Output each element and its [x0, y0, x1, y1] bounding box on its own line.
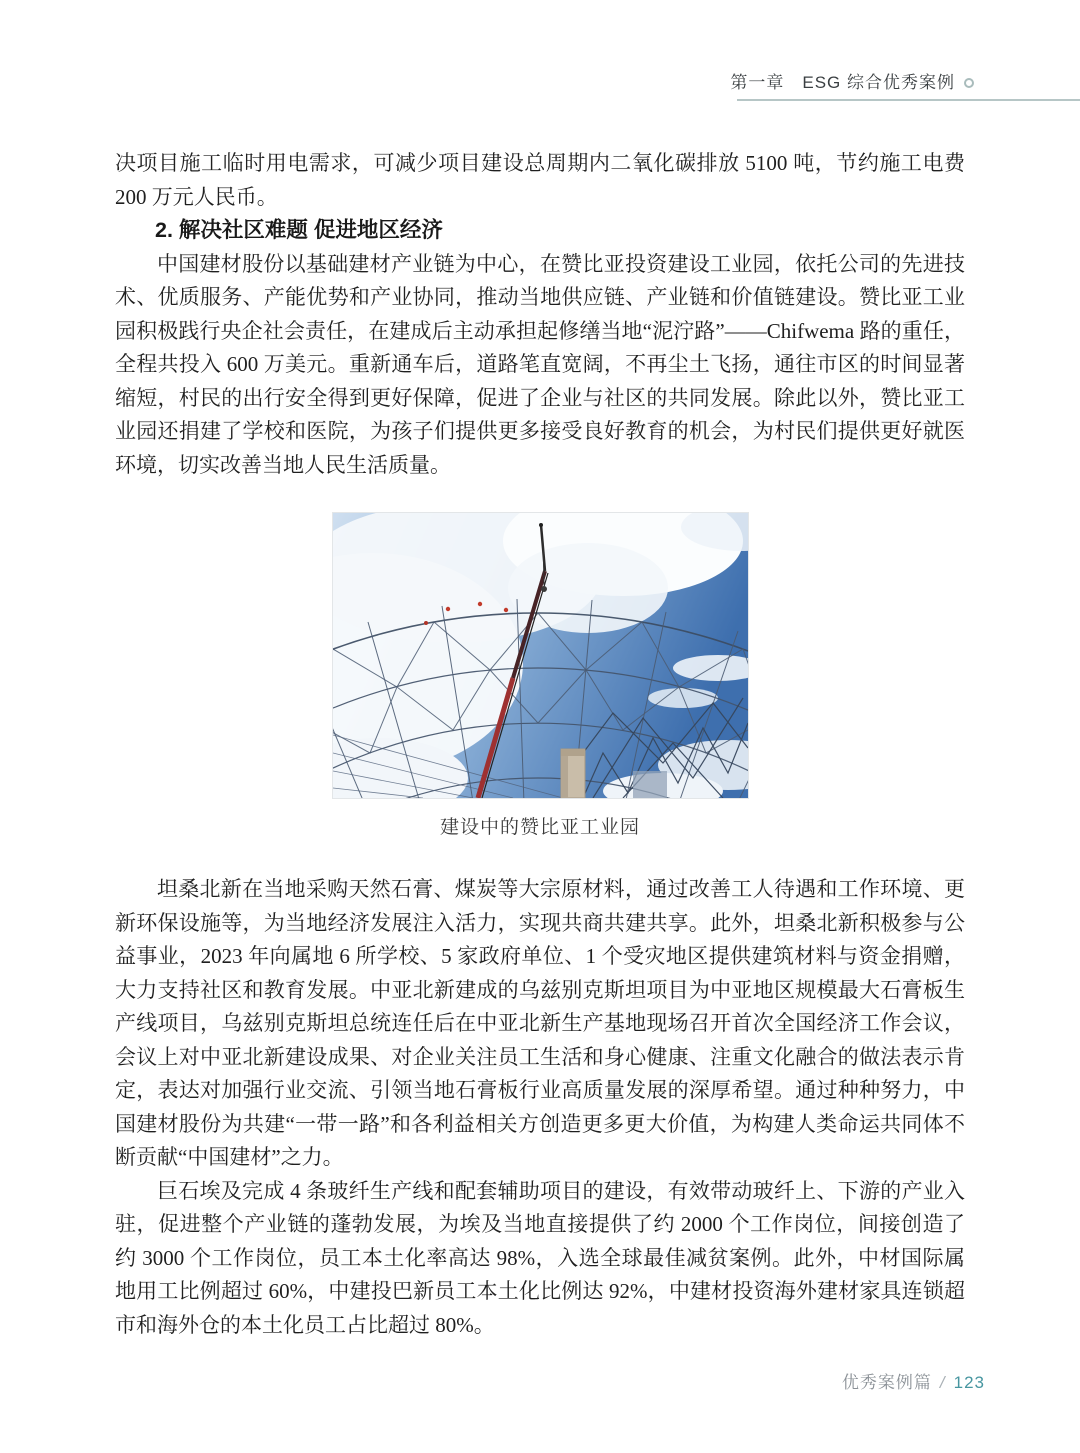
page-content: [115, 147, 965, 1342]
paragraph-continuation: 决项目施工临时用电需求，可减少项目建设总周期内二氧化碳排放 5100 吨，节约施工电费 200 万元人民币。: [115, 151, 965, 209]
chapter-header: [0, 72, 1080, 94]
page-header: [0, 0, 1080, 101]
construction-photo-graphic: [333, 513, 748, 798]
chapter-title: ESG 综合优秀案例: [802, 73, 955, 92]
ring-icon: [964, 78, 974, 88]
header-rule: [737, 99, 1080, 101]
footer-section-label: 优秀案例篇: [841, 1373, 932, 1392]
figure: [115, 512, 965, 839]
paragraph-jushi: 巨石埃及完成 4 条玻纤生产线和配套辅助项目的建设，有效带动玻纤上、下游的产业入驻，促进整个产业链的蓬勃发展，为埃及当地直接提供了约 2000 个工作岗位，间接创造了约 3000 个工作岗位，员工本土化率高达 98%，入选全球最佳减贫案例。此外，中材国际属地用工比例超过 60%，中建投巴新员工本土化比例达 92%，中建材投资海外建材家具连锁超市和海外仓的本土化员工占比超过 80%。: [115, 1178, 965, 1337]
figure-caption: 建设中的赞比亚工业园: [439, 817, 640, 838]
section-heading: 2. 解决社区难题 促进地区经济: [155, 218, 443, 242]
industrial-park-photo: [332, 512, 749, 799]
page-footer: [842, 1368, 985, 1393]
paragraph-zambia: 中国建材股份以基础建材产业链为中心，在赞比亚投资建设工业园，依托公司的先进技术、优质服务、产能优势和产业协同，推动当地供应链、产业链和价值链建设。赞比亚工业园积极践行央企社会责任，在建成后主动承担起修缮当地“泥泞路”——Chifwema 路的重任，全程共投入 600 万美元。重新通车后，道路笔直宽阔，不再尘土飞扬，通往市区的时间显著缩短，村民的出行安全得到更好保障，促进了企业与社区的共同发展。除此以外，赞比亚工业园还捐建了学校和医院，为孩子们提供更多接受良好教育的机会，为村民们提供更好就医环境，切实改善当地人民生活质量。: [115, 251, 965, 477]
paragraph-tanzania: 坦桑北新在当地采购天然石膏、煤炭等大宗原材料，通过改善工人待遇和工作环境、更新环保设施等，为当地经济发展注入活力，实现共商共建共享。此外，坦桑北新积极参与公益事业，2023 年向属地 6 所学校、5 家政府单位、1 个受灾地区提供建筑材料与资金捐赠，大力支持社区和教育发展。中亚北新建成的乌兹别克斯坦项目为中亚地区规模最大石膏板生产线项目，乌兹别克斯坦总统连任后在中亚北新生产基地现场召开首次全国经济工作会议，会议上对中亚北新建设成果、对企业关注员工生活和身心健康、注重文化融合的做法表示肯定，表达对加强行业交流、引领当地石膏板行业高质量发展的深厚希望。通过种种努力，中国建材股份为共建“一带一路”和各利益相关方创造更多更大价值，为构建人类命运共同体不断贡献“中国建材”之力。: [115, 877, 965, 1169]
page-number: 123: [953, 1373, 985, 1392]
chapter-number: 第一章: [730, 73, 785, 92]
footer-separator: /: [939, 1373, 946, 1392]
